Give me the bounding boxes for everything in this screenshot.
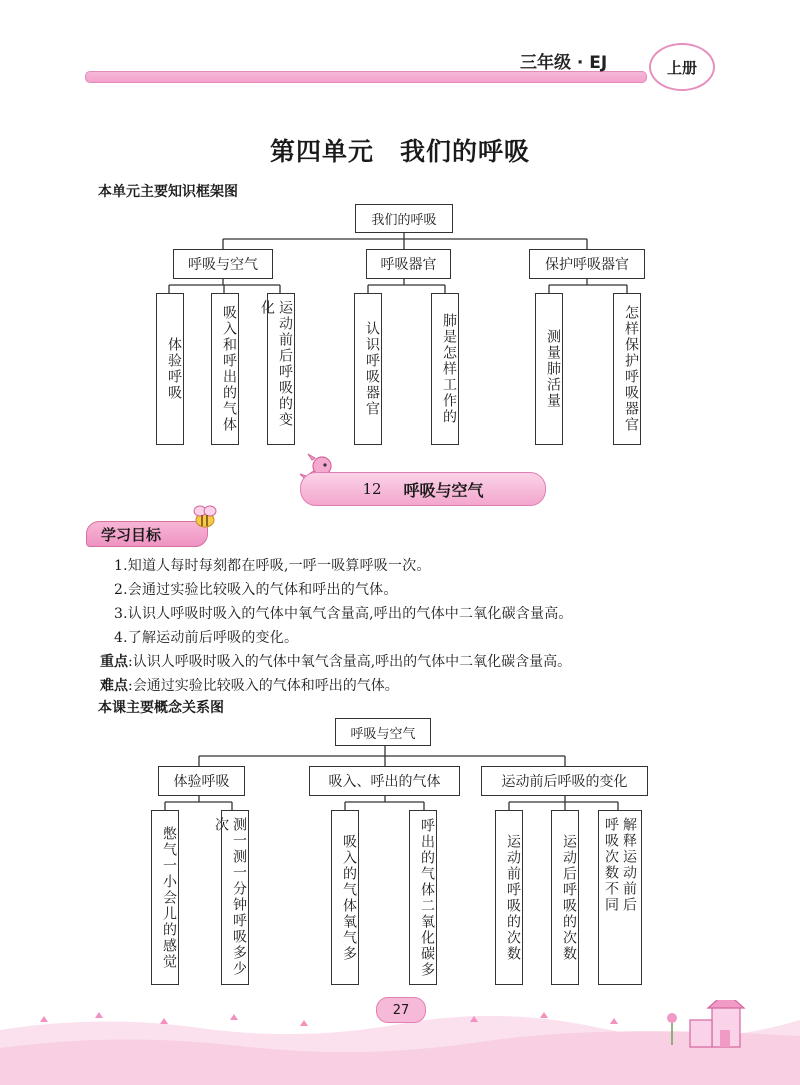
concept-branch-3: 运动前后呼吸的变化 (481, 766, 648, 796)
goal-item-2: 2.会通过实验比较吸入的气体和呼出的气体。 (114, 582, 398, 598)
difficult-point-label: 难点 (100, 678, 128, 694)
lesson-number: 12 (362, 480, 382, 498)
concept-leaf-3-2: 运动后呼吸的次数 (551, 810, 579, 985)
lesson-title: 呼吸与空气 (403, 480, 484, 500)
concept-leaf-3-3-col-b: 呼吸次数不同 (603, 817, 619, 913)
concept-branch-1: 体验呼吸 (158, 766, 245, 796)
framework-leaf-2-1: 认识呼吸器官 (354, 293, 382, 445)
difficult-point (100, 675, 399, 695)
key-point-label: 重点 (100, 654, 128, 670)
framework-leaf-1-3: 运动前后呼吸的变化 (267, 293, 295, 445)
lesson-banner (300, 472, 546, 506)
framework-branch-3: 保护呼吸器官 (529, 249, 645, 279)
page-number: 27 (376, 997, 426, 1023)
grade-label: 三年级 · EJ (520, 53, 608, 73)
framework-root: 我们的呼吸 (355, 204, 453, 233)
key-point (100, 651, 571, 671)
unit-title: 第四单元 我们的呼吸 (269, 137, 530, 166)
concept-leaf-3-3 (598, 810, 642, 985)
framework-leaf-3-1: 测量肺活量 (535, 293, 563, 445)
concept-root: 呼吸与空气 (335, 718, 431, 746)
concept-leaf-3-3-columns (603, 817, 637, 913)
key-point-text: :认识人呼吸时吸入的气体中氧气含量高,呼出的气体中二氧化碳含量高。 (128, 654, 572, 670)
framework-heading: 本单元主要知识框架图 (98, 184, 238, 200)
concept-leaf-2-1: 吸入的气体氧气多 (331, 810, 359, 985)
concept-heading: 本课主要概念关系图 (98, 700, 224, 716)
goal-item-1: 1.知道人每时每刻都在呼吸,一呼一吸算呼吸一次。 (114, 558, 431, 574)
concept-leaf-3-3-col-a: 解释运动前后 (621, 817, 637, 913)
framework-leaf-2-2: 肺是怎样工作的 (431, 293, 459, 445)
framework-branch-1: 呼吸与空气 (173, 249, 273, 279)
framework-leaf-1-1: 体验呼吸 (156, 293, 184, 445)
concept-leaf-1-2: 测一测一分钟呼吸多少次 (221, 810, 249, 985)
difficult-point-text: :会通过实验比较吸入的气体和呼出的气体。 (128, 678, 399, 694)
framework-leaf-1-2: 吸入和呼出的气体 (211, 293, 239, 445)
bee-icon (190, 503, 220, 531)
concept-leaf-2-2: 呼出的气体二氧化碳多 (409, 810, 437, 985)
concept-branch-2: 吸入、呼出的气体 (309, 766, 460, 796)
goal-item-3: 3.认识人呼吸时吸入的气体中氧气含量高,呼出的气体中二氧化碳含量高。 (114, 606, 573, 622)
goal-item-4: 4.了解运动前后呼吸的变化。 (114, 630, 299, 646)
framework-leaf-3-2: 怎样保护呼吸器官 (613, 293, 641, 445)
framework-branch-2: 呼吸器官 (366, 249, 451, 279)
goals-tag: 学习目标 (86, 521, 208, 547)
volume-tag: 上册 (649, 43, 715, 91)
concept-leaf-3-1: 运动前呼吸的次数 (495, 810, 523, 985)
concept-leaf-1-1: 憋气一小会儿的感觉 (151, 810, 179, 985)
